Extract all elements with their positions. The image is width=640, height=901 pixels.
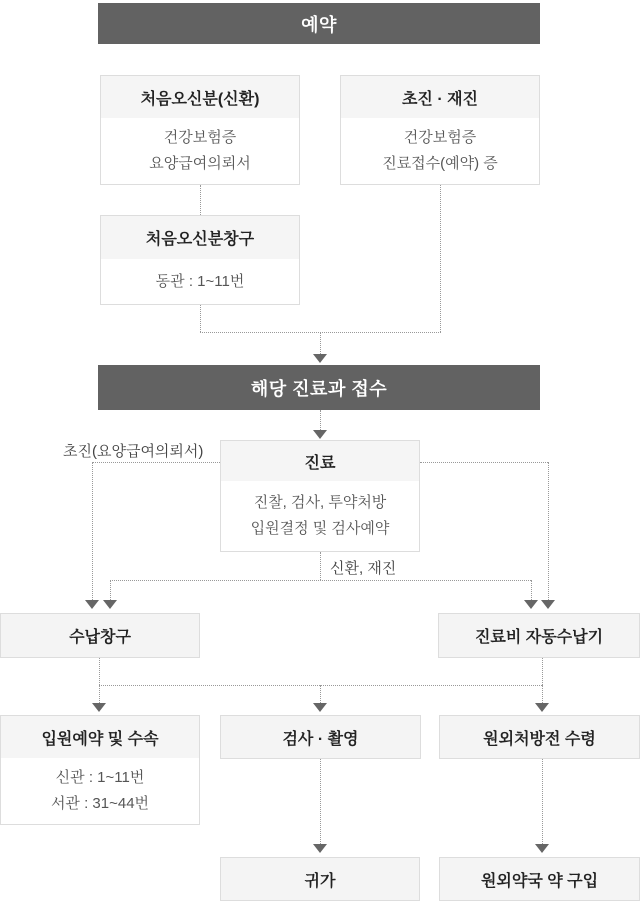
arrow-down-icon [313, 844, 327, 853]
flow-line [531, 580, 532, 600]
label-first-visit-path: 초진(요양급여의뢰서) [63, 443, 204, 460]
stage-bar-reservation: 예약 [98, 3, 540, 44]
flow-line [548, 462, 549, 600]
flow-line [110, 580, 111, 600]
flow-line [320, 759, 321, 844]
arrow-down-icon [313, 430, 327, 439]
box-admission-body [1, 758, 199, 824]
flow-line [99, 658, 100, 685]
stage-bar-registration: 해당 진료과 접수 [98, 365, 540, 410]
box-first-return-body [341, 118, 539, 184]
box-first-return-title: 초진 · 재진 [341, 76, 539, 118]
arrow-down-icon [524, 600, 538, 609]
flow-line [542, 759, 543, 844]
flow-line [320, 410, 321, 430]
flow-line [200, 185, 201, 215]
arrow-down-icon [85, 600, 99, 609]
box-first-counter-body [101, 259, 299, 304]
box-auto-payment-machine: 진료비 자동수납기 [438, 613, 640, 658]
box-first-counter [100, 215, 300, 305]
flow-line [110, 580, 531, 581]
box-new-patient-line1: 건강보험증 [163, 129, 237, 146]
box-admission-line1: 신관 : 1~11번 [55, 769, 145, 786]
arrow-down-icon [92, 703, 106, 712]
flow-line [440, 185, 441, 332]
arrow-down-icon [535, 844, 549, 853]
box-return-home: 귀가 [220, 857, 420, 901]
box-first-counter-title: 처음오신분창구 [101, 216, 299, 259]
flow-line [92, 462, 93, 600]
label-returning-path: 신환, 재진 [330, 560, 397, 577]
arrow-down-icon [103, 600, 117, 609]
arrow-down-icon [541, 600, 555, 609]
flow-line [200, 305, 201, 332]
arrow-down-icon [313, 703, 327, 712]
box-first-return [340, 75, 540, 185]
box-treatment [220, 440, 420, 552]
box-first-return-line2: 진료접수(예약) 증 [382, 155, 498, 172]
box-payment-counter: 수납창구 [0, 613, 200, 658]
box-prescription-receipt: 원외처방전 수령 [439, 715, 640, 759]
flow-line [320, 552, 321, 580]
box-exam-imaging: 검사 · 촬영 [220, 715, 421, 759]
box-first-return-line1: 건강보험증 [403, 129, 477, 146]
box-treatment-body [221, 481, 419, 551]
box-new-patient [100, 75, 300, 185]
box-admission [0, 715, 200, 825]
flow-line [420, 462, 548, 463]
box-new-patient-title: 처음오신분(신환) [101, 76, 299, 118]
box-new-patient-body [101, 118, 299, 184]
box-admission-title: 입원예약 및 수속 [1, 716, 199, 758]
box-treatment-line2: 입원결정 및 검사예약 [250, 520, 390, 537]
flow-line [542, 658, 543, 685]
arrow-down-icon [535, 703, 549, 712]
flow-line [99, 685, 100, 703]
box-outside-pharmacy: 원외약국 약 구입 [439, 857, 640, 901]
flow-line [320, 685, 321, 703]
box-treatment-title: 진료 [221, 441, 419, 481]
box-admission-line2: 서관 : 31~44번 [50, 795, 150, 812]
box-new-patient-line2: 요양급여의뢰서 [149, 155, 251, 172]
arrow-down-icon [313, 354, 327, 363]
flow-line [92, 462, 220, 463]
flow-line [542, 685, 543, 703]
box-treatment-line1: 진찰, 검사, 투약처방 [253, 494, 387, 511]
box-first-counter-line1: 동관 : 1~11번 [155, 272, 245, 290]
flow-line [320, 332, 321, 354]
